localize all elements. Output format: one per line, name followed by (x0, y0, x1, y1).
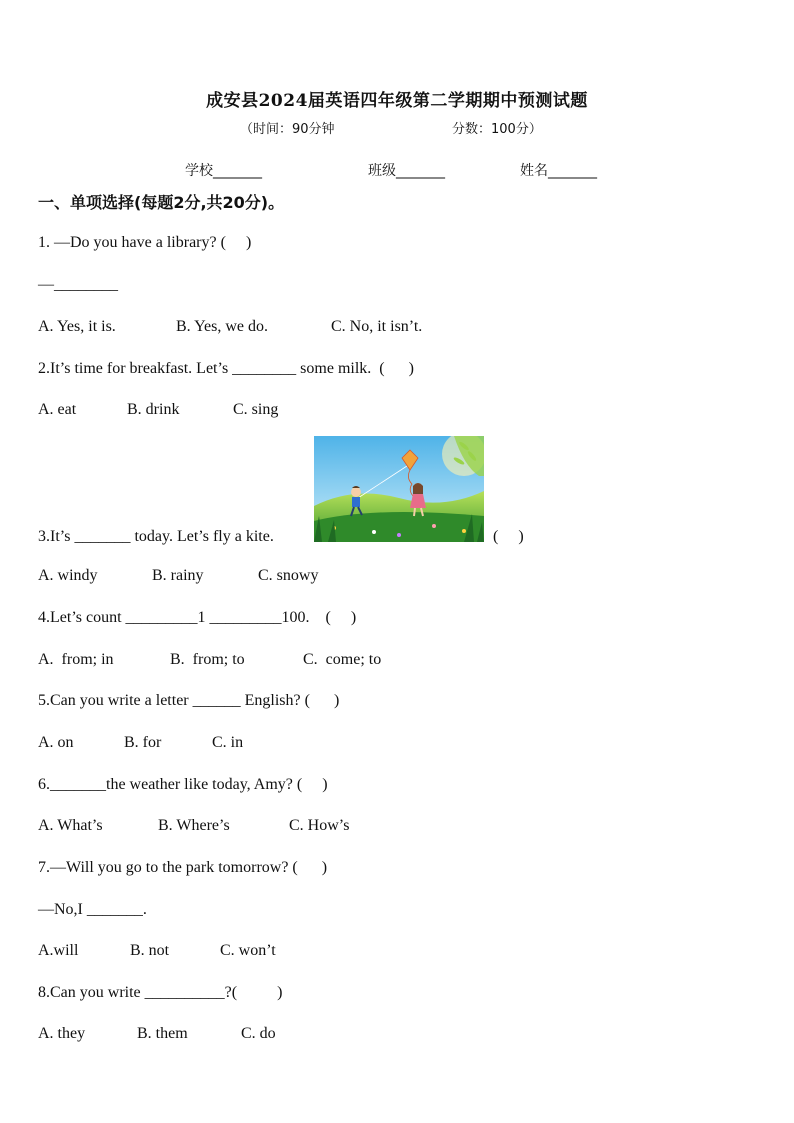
q6-option-b: B. Where’s (158, 817, 230, 834)
kite-flying-picture (314, 436, 484, 542)
q6-option-c: C. How’s (289, 817, 350, 834)
question-1: 1. —Do you have a library? ( ) (38, 234, 252, 251)
q6-option-a: A. What’s (38, 817, 103, 834)
question-3-paren: ( ) (493, 528, 524, 545)
exam-score: 分数：100分） (452, 122, 542, 137)
question-1-answer-line: —________ (38, 276, 118, 293)
q4-option-b: B. from; to (170, 651, 245, 668)
question-7-answer-line: —No,I _______. (38, 901, 147, 918)
q4-option-c: C. come; to (303, 651, 382, 668)
q1-option-a: A. Yes, it is. (38, 318, 116, 335)
q1-option-c: C. No, it isn’t. (331, 318, 423, 335)
q3-option-c: C. snowy (258, 567, 319, 584)
q7-option-c: C. won’t (220, 942, 276, 959)
q3-option-b: B. rainy (152, 567, 204, 584)
question-7: 7.—Will you go to the park tomorrow? ( ) (38, 859, 328, 876)
school-field: 学校_______ (185, 163, 262, 179)
q7-option-a: A.will (38, 942, 79, 959)
q7-option-b: B. not (130, 942, 170, 959)
q1-option-b: B. Yes, we do. (176, 318, 269, 335)
q5-option-a: A. on (38, 734, 74, 751)
question-8: 8.Can you write __________?( ) (38, 984, 283, 1001)
q4-option-a: A. from; in (38, 651, 114, 668)
page-title: 成安县2024届英语四年级第二学期期中预测试题 (206, 91, 588, 111)
q8-option-c: C. do (241, 1025, 276, 1042)
q2-option-c: C. sing (233, 401, 279, 418)
class-field: 班级_______ (368, 163, 445, 179)
q5-option-c: C. in (212, 734, 244, 751)
section-heading: 一、单项选择(每题2分,共20分)。 (38, 193, 285, 212)
question-4: 4.Let’s count _________1 _________100. ( ) (38, 609, 357, 626)
q3-option-a: A. windy (38, 567, 98, 584)
q8-option-b: B. them (137, 1025, 188, 1042)
question-6: 6._______the weather like today, Amy? ( ) (38, 776, 328, 793)
q5-option-b: B. for (124, 734, 162, 751)
exam-time: （时间：90分钟 (240, 122, 335, 137)
question-3: 3.It’s _______ today. Let’s fly a kite. (38, 528, 274, 545)
name-field: 姓名_______ (520, 163, 597, 179)
q2-option-b: B. drink (127, 401, 180, 418)
q2-option-a: A. eat (38, 401, 77, 418)
question-2: 2.It’s time for breakfast. Let’s ________ some milk. ( ) (38, 360, 414, 377)
question-5: 5.Can you write a letter ______ English? ( ) (38, 692, 340, 709)
q8-option-a: A. they (38, 1025, 86, 1042)
